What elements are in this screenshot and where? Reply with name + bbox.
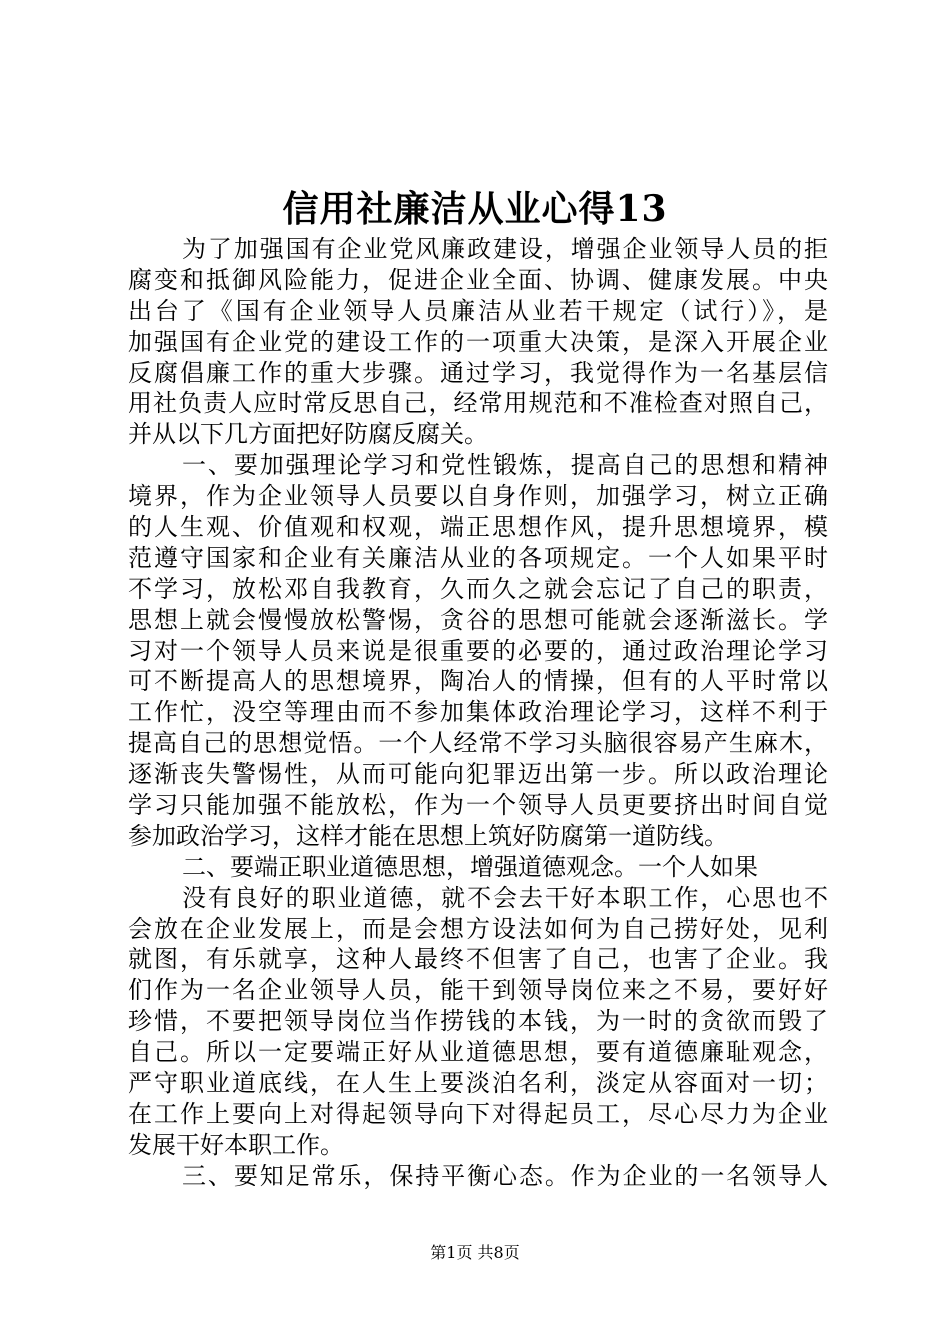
text-line: 逐渐丧失警惕性，从而可能向犯罪迈出第一步。所以政治理论	[128, 760, 828, 789]
text-line: 为了加强国有企业党风廉政建设，增强企业领导人员的拒	[182, 235, 828, 263]
document-body	[128, 234, 828, 1192]
text-line: 珍惜，不要把领导岗位当作捞钱的本钱，为一时的贪欲而毁了	[128, 1007, 828, 1036]
text-line: 二、要端正职业道德思想，增强道德观念。一个人如果	[182, 852, 758, 881]
text-line: 就图，有乐就享，这种人最终不但害了自己，也害了企业。我	[128, 945, 828, 974]
text-line: 境界，作为企业领导人员要以自身作则，加强学习，树立正确	[128, 482, 828, 511]
text-line: 思想上就会慢慢放松警惕，贪谷的思想可能就会逐渐滋长。学	[128, 605, 828, 634]
text-line: 用社负责人应时常反思自己，经常用规范和不准检查对照自己，	[128, 389, 828, 418]
text-line: 的人生观、价值观和权观，端正思想作风，提升思想境界，模	[128, 513, 828, 542]
text-line: 自己。所以一定要端正好从业道德思想，要有道德廉耻观念，	[128, 1038, 828, 1067]
text-line: 并从以下几方面把好防腐反腐关。	[128, 420, 488, 449]
text-line: 学习只能加强不能放松，作为一个领导人员更要挤出时间自觉	[128, 791, 828, 820]
text-line: 发展干好本职工作。	[128, 1130, 344, 1159]
text-line: 反腐倡廉工作的重大步骤。通过学习，我觉得作为一名基层信	[128, 358, 828, 387]
document-title: 信用社廉洁从业心得13	[282, 188, 668, 230]
text-line: 在工作上要向上对得起领导向下对得起员工，尽心尽力为企业	[128, 1099, 828, 1128]
text-line: 习对一个领导人员来说是很重要的必要的，通过政治理论学习	[128, 636, 828, 665]
text-line: 出台了《国有企业领导人员廉洁从业若干规定（试行）》，是	[128, 296, 828, 325]
text-line: 三、要知足常乐，保持平衡心态。作为企业的一名领导人	[182, 1161, 828, 1190]
text-line: 会放在企业发展上，而是会想方设法如何为自己捞好处，见利	[128, 914, 828, 943]
text-line: 严守职业道底线，在人生上要淡泊名利，淡定从容面对一切；	[128, 1069, 828, 1098]
page-footer: 第1页 共8页	[430, 1243, 520, 1262]
text-line: 不学习，放松邓自我教育，久而久之就会忘记了自己的职责，	[128, 574, 828, 603]
text-line: 没有良好的职业道德，就不会去干好本职工作，心思也不	[182, 883, 828, 912]
text-line: 一、要加强理论学习和党性锻炼，提高自己的思想和精神	[182, 451, 828, 480]
text-line: 们作为一名企业领导人员，能干到领导岗位来之不易，要好好	[128, 976, 828, 1005]
text-line: 范遵守国家和企业有关廉洁从业的各项规定。一个人如果平时	[128, 543, 828, 572]
text-line: 可不断提高人的思想境界，陶冶人的情操，但有的人平时常以	[128, 667, 828, 696]
text-line: 提高自己的思想觉悟。一个人经常不学习头脑很容易产生麻木，	[128, 729, 828, 758]
text-line: 加强国有企业党的建设工作的一项重大决策，是深入开展企业	[128, 327, 828, 356]
text-line: 腐变和抵御风险能力，促进企业全面、协调、健康发展。中央	[128, 265, 828, 294]
text-line: 参加政治学习，这样才能在思想上筑好防腐第一道防线。	[128, 821, 728, 850]
text-line: 工作忙，没空等理由而不参加集体政治理论学习，这样不利于	[128, 698, 828, 727]
